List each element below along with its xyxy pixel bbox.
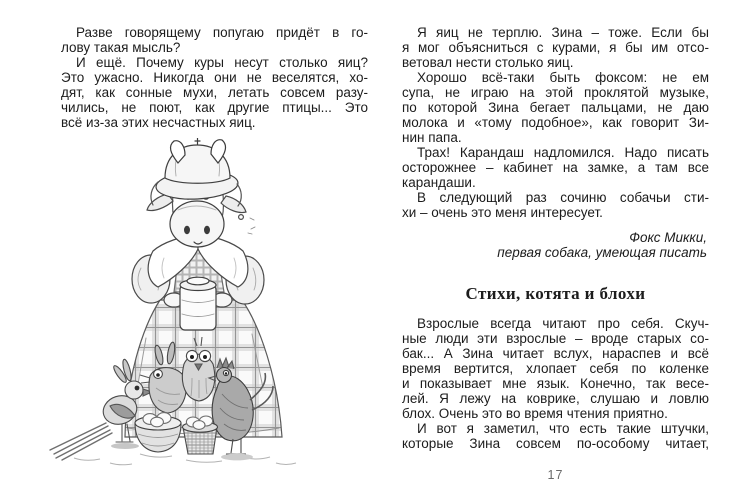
text-line: я мог объясниться с курами, я бы им отсо- (402, 40, 709, 55)
text-line: нин папа. (402, 130, 462, 145)
fly-specks (248, 218, 255, 234)
milk-can (180, 277, 216, 330)
text-line: дят, как сонные мухи, летать совсем разу- (61, 85, 368, 100)
right-page-column (402, 25, 709, 483)
text-line: чились, не поют, как другие птицы... Это (61, 100, 368, 115)
cow-with-hens-illustration (46, 138, 358, 476)
egg-basket (183, 416, 218, 454)
text-line: бак... А Зина читает вслух, нараспев и всё (402, 346, 709, 361)
right-text-block-2 (402, 316, 709, 451)
signature-line-1: Фокс Микки, (629, 230, 707, 245)
text-line: ветовал нести столько яиц. (402, 55, 574, 70)
text-line: которые Зина совсем по-особому читает, (402, 436, 709, 451)
text-line: И ещё. Почему куры несут столько яиц? (76, 55, 368, 70)
left-page-column (61, 25, 368, 130)
text-line: супа, не играю на этой проклятой музыке, (402, 85, 709, 100)
text-line: Это ужасно. Никогда они не веселятся, хо- (61, 70, 368, 85)
text-line: лей. Я лежу на коврике, слушаю и ловлю (402, 391, 709, 406)
page-number: 17 (547, 468, 564, 482)
ground-strokes (74, 454, 296, 465)
text-line: Я яиц не терплю. Зина – тоже. Если бы (417, 25, 709, 40)
text-line: всё из-за этих несчастных яиц. (61, 115, 256, 130)
text-line: ные люди эти взрослые – вроде старых со- (402, 331, 709, 346)
text-line: блох. Очень это во время чтения приятно. (402, 406, 668, 421)
section-heading: Стихи, котята и блохи (465, 284, 646, 303)
text-line: В следующий раз сочиню собачьи сти- (417, 190, 709, 205)
text-line: Трах! Карандаш надломился. Надо писать (417, 145, 709, 160)
text-line: молока и «тому подобное», как говорит Зи- (402, 115, 709, 130)
text-line: время вертится, хлопает себя по коленке (402, 361, 709, 376)
signature-line-2: первая собака, умеющая писать (497, 245, 707, 260)
signature-block (402, 230, 709, 260)
text-line: осторожнее – кабинет на замке, а там все (402, 160, 709, 175)
text-line: карандаши. (402, 175, 476, 190)
right-text-block-1 (402, 25, 709, 220)
text-line: по которой Зина бегает пальцами, не даю (402, 100, 709, 115)
text-line: хи – очень это меня интересует. (402, 205, 603, 220)
left-text-block (61, 25, 368, 130)
text-line: И вот я заметил, что есть такие штучки, (417, 421, 709, 436)
text-line: лову такая мысль? (61, 40, 181, 55)
egg-bowl (135, 413, 181, 452)
text-line: Разве говорящему попугаю придёт в го- (76, 25, 368, 40)
text-line: Хорошо всё-таки быть фоксом: не ем (417, 70, 709, 85)
text-line: и показывает мне язык. Конечно, так весе- (402, 376, 709, 391)
text-line: Взрослые всегда читают про себя. Скуч- (417, 316, 709, 331)
